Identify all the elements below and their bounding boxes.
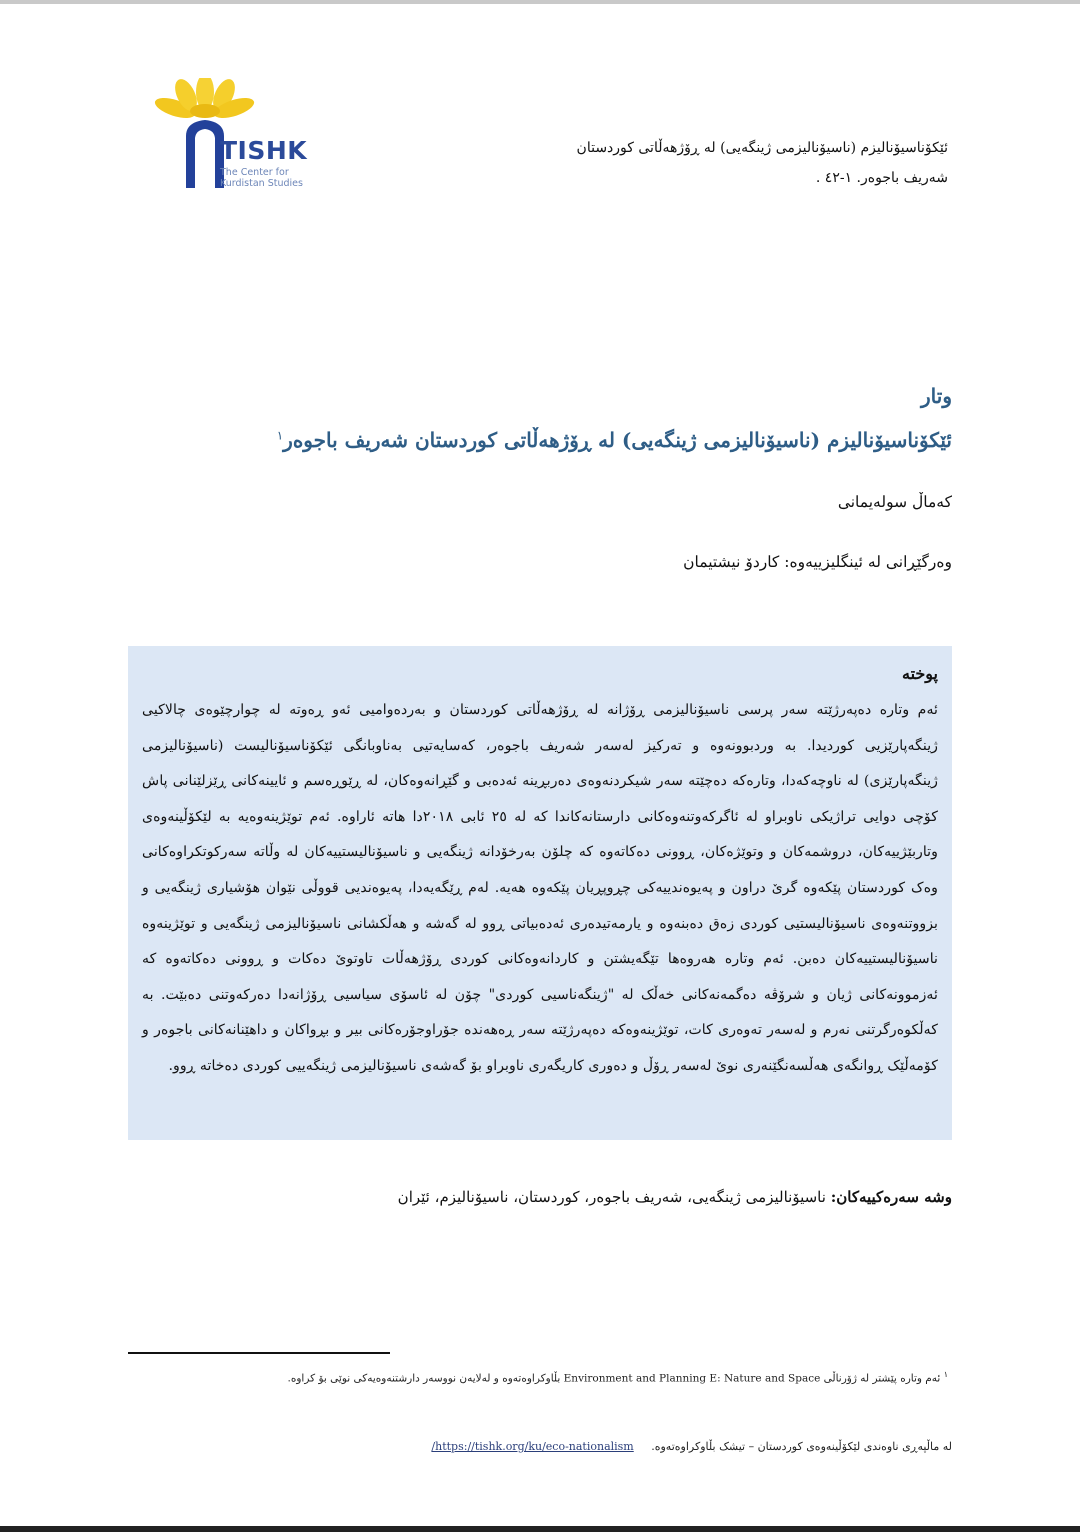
article-title: [277, 428, 952, 452]
header-citation: [577, 133, 948, 193]
keywords-values: ناسیۆنالیزمی ژینگەیی، شەریف باجوەر، کوردستان، ناسیۆنالیزم، ئێران: [397, 1188, 826, 1206]
article-type-label: وتار: [921, 384, 952, 408]
footnote: [288, 1370, 949, 1385]
citation-line2: شەریف باجوەر. ١-٤٢ .: [815, 170, 948, 186]
abstract-heading: پوختە: [901, 664, 938, 683]
footnote-divider: [128, 1352, 390, 1354]
keywords: [398, 1188, 952, 1206]
logo-wordmark: TISHK: [220, 136, 308, 165]
article-title-text: ئێکۆناسیۆنالیزم (ناسیۆنالیزمی ژینگەیی) لە ڕۆژهەڵاتی کوردستان شەریف باجوەر: [283, 428, 952, 452]
logo-subtitle-line2: Kurdistan Studies: [220, 178, 303, 189]
top-border: [0, 0, 1080, 4]
footnote-text: ئەم وتارە پێشتر لە ژۆرناڵی Environment and Planning E: Nature and Space بڵاوکراوەتەوە و لەلایەن نووسەر دارشتنەوەیەکی نوێی بۆ کراوە.: [287, 1372, 941, 1385]
bottom-border: [0, 1526, 1080, 1532]
published-on-text: لە ماڵپەڕی ناوەندی لێکۆڵینەوەی کوردستان – تیشک بڵاوکراوەتەوە.: [651, 1440, 952, 1453]
author-name: کەماڵ سولەیمانی: [837, 493, 952, 511]
title-footnote-marker[interactable]: ١: [276, 428, 284, 443]
citation-line1: ئێکۆناسیۆنالیزم (ناسیۆنالیزمی ژینگەیی) لە ڕۆژهەڵاتی کوردستان: [576, 140, 948, 156]
abstract-text: ئەم وتارە دەپەرژێتە سەر پرسی ناسیۆنالیزمی ڕۆژانە لە ڕۆژهەڵاتی کوردستان و بەردەوامیی ئەو ڕەوتە لە چوارچێوەی چالاکیی ژینگەپارێزیی کوردیدا. بە وردبوونەوە و تەرکیز لەسەر شەریف باجوەر، کەسایەتیی بەناوبانگی ئێکۆناسیۆنالیست (ناسیۆنالیزمی ژینگەپارێزی) لە ناوچەکەدا، وتارەکە دەچێتە سەر شیکردنەوەی دەربڕینە ئەدەبی و گێڕانەوەکان، لە ڕێوڕەسم و ئایینەکانی ڕێزلێنانی پاش کۆچی دوایی تراژیکی ناوبراو لە ئاگرکەوتنەوەکانی دارستانەکاندا کە لە ٢٥ ئابی ٢٠١٨دا هاتە ئاراوە. ئەم توێژینەوەیە بە لێکۆڵینەوەی وتاربێژییەکان، دروشمەکان و وتوێژەکان، ڕوونی دەکاتەوە کە چلۆن بەرخۆدانە ژینگەیی و ناسیۆنالیستییەکان لە وڵاتە سەرکوتکراوەکانی وەک کوردستان پێکەوە گرێ دراون و پەیوەندییەکی چڕوپڕیان پێکەوە هەیە. لەم ڕێگەیەدا، پەیوەندیی قووڵی نێوان هۆشیاری ژینگەیی و بزووتنەوەی ناسیۆنالیستیی کوردی زەق دەبنەوە و یارمەتیدەری ئەدەبیاتی ڕوو لە گەشە و هەڵکشانی ناسیۆنالیزمی ژینگەیی و توێژینەوە ناسیۆنالیستییەکان دەبن. ئەم وتارە هەروەها تێگەیشتن و کاردانەوەکانی کوردی ڕۆژهەڵات تاوتوێ دەکات و ڕوونی دەکاتەوە کە ئەزموونەکانی ژیان و شرۆڤە دەگمەنەکانی خەڵک لە "ژینگەناسیی کوردی" چۆن لە ئاسۆی سیاسیی ڕۆژانەدا دەرکەوتنی دەبێت. بە کەڵکوەرگرتنی نەرم و لەسەر تەوەری کات، توێژینەوەکە دەپەرژێتە سەر ڕەهەندە جۆراوجۆرەکانی بیر و بڕواکان و داهێنانەکانی باجوەر و کۆمەڵێک ڕوانگەی هەڵسەنگێنەری نوێ لەسەر ڕۆڵ و دەوری کاریگەری ناوبراو بۆ گەشەی ناسیۆنالیزمی ژینگەییی کوردی دەخاتە ڕوو.: [142, 702, 938, 1074]
translator-line: وەرگێڕانی لە ئینگلیزییەوە: کاردۆ نیشتیمان: [683, 553, 952, 571]
footnote-marker: ١: [943, 1370, 948, 1379]
published-on-note: [431, 1440, 952, 1453]
abstract-box: [128, 646, 952, 1140]
keywords-label: وشە سەرەکییەکان:: [830, 1188, 952, 1206]
tishk-logo: [150, 78, 320, 193]
source-link[interactable]: /https://tishk.org/ku/eco-nationalism: [431, 1440, 634, 1453]
logo-subtitle: [220, 167, 303, 189]
logo-subtitle-line1: The Center for: [220, 167, 289, 178]
